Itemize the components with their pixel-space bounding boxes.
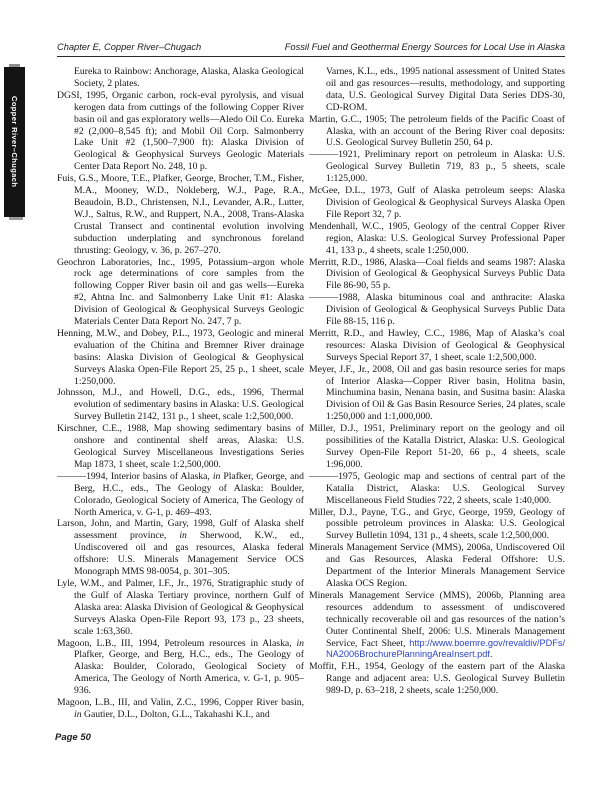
reference-text: in <box>212 470 221 482</box>
reference-text: Martin, G.C., 1905; The petroleum fields of the Pacific Coast of Alaska, with an account of the Bering River coal deposits: U.S. Geological Survey Bulletin 250, 64 p. <box>309 113 565 149</box>
reference-entry <box>309 328 565 364</box>
reference-entry <box>57 471 304 519</box>
reference-text: Magoon, L.B., III, 1994, Petroleum resources in Alaska, <box>57 637 297 649</box>
reference-text: Fuis, G.S., Moore, T.E., Plafker, George, Brocher, T.M., Fisher, M.A., Mooney, W.D., Nokleberg, W.J., Page, R.A., Beaudoin, B.D., Christensen, N.I., Levander, A.R., Lutter, W.J., Saltus, R.W., and Ruppert, N.A., 2008, Trans-Alaska Crustal Transect and continental evolution involving subduction underplating and synchronous foreland thrusting: Geology, v. 36, p. 267–270. <box>57 173 304 256</box>
reference-text: Miller, D.J., Payne, T.G., and Gryc, George, 1959, Geology of possible petroleum provinces in Alaska: U.S. Geological Survey Bulletin 1094, 131 p., 4 sheets, scale 1:2,500,000. <box>309 506 565 542</box>
reference-text: Plafker, George, and Berg, H.C., eds., The Geology of Alaska: Boulder, Colorado, Geological Society of America, The Geology of North America, v. G-1, p. 469–493. <box>74 470 304 518</box>
reference-entry <box>57 578 304 638</box>
chapter-side-tab <box>4 67 25 217</box>
reference-text: Geochron Laboratories, Inc., 1995, Potassium–argon whole rock age determinations of core samples from the following Copper River basin oil and gas wells—Eureka #2, Ahtna Inc. and Salmonberry Lake Unit #1: Alaska Division of Geological & Geophysical Surveys Geologic Materials Center Data Report No. 247, 7 p. <box>57 256 304 328</box>
reference-entry <box>57 423 304 471</box>
reference-text: Meyer, J.F., Jr., 2008, Oil and gas basin resource series for maps of Interior Alaska—Copper River basin, Holitna basin, Minchumina basin, Nenana basin, and Susitna basin: Alaska Division of Oil & Gas Basin Resource Series, 24 plates, scale 1:250,000 and 1:1,000,000. <box>309 363 565 423</box>
reference-text: Henning, M.W., and Dobey, P.L., 1973, Geologic and mineral evaluation of the Chitina and Bremner River drainage basins: Alaska Division of Geological & Geophysical Surveys Alaska Open-File Report 25, 25 p., 1 sheet, scale 1:250,000. <box>57 327 304 387</box>
reference-text: ———1975, Geologic map and sections of central part of the Katalla District, Alaska: U.S. Geological Survey Miscellaneous Field Studies 722, 2 sheets, scale 1:40,000. <box>309 470 565 506</box>
reference-entry <box>57 518 304 578</box>
reference-text: McGee, D.L., 1973, Gulf of Alaska petroleum seeps: Alaska Division of Geological & Geophysical Surveys Alaska Open File Report 32, 7 p. <box>309 185 565 220</box>
reference-text: in <box>179 530 187 542</box>
reference-entry <box>57 173 304 256</box>
reference-text: in <box>74 708 82 720</box>
reference-entry <box>309 221 565 257</box>
header-rule <box>57 56 565 57</box>
reference-entry <box>57 697 304 721</box>
side-tab-label: Copper River–Chugach <box>10 96 19 188</box>
reference-text: Miller, D.J., 1951, Preliminary report on the geology and oil possibilities of the Katalla District, Alaska: U.S. Geological Survey Open-File Report 51-20, 66 p., 4 sheets, scale 1:96,000. <box>309 423 565 470</box>
reference-text: Mendenhall, W.C., 1905, Geology of the central Copper River region, Alaska: U.S. Geological Survey Professional Paper 41, 133 p., 4 sheets, scale 1:250,000. <box>309 220 565 256</box>
reference-entry <box>309 507 565 543</box>
reference-entry <box>309 114 565 150</box>
reference-text: Larson, John, and Martin, Gary, 1998, Gulf of Alaska shelf assessment province, <box>57 518 304 542</box>
reference-entry <box>309 471 565 507</box>
reference-entry <box>309 423 565 471</box>
reference-entry <box>57 66 304 90</box>
reference-entry <box>309 590 565 661</box>
reference-entry <box>57 90 304 173</box>
reference-text: Johnsson, M.J., and Howell, D.G., eds., 1996, Thermal evolution of sedimentary basins in Alaska: U.S. Geological Survey Bulletin 2142, 131 p., 1 sheet, scale 1:2,500,000. <box>57 387 304 423</box>
reference-entry <box>309 66 565 114</box>
references-column-right <box>309 66 565 697</box>
reference-text: Varnes, K.L., eds., 1995 national assessment of United States oil and gas resources—results, methodology, and supporting data, U.S. Geological Survey Digital Data Series DDS-30, CD-ROM. <box>326 66 565 113</box>
reference-entry <box>309 257 565 293</box>
reference-entry <box>57 638 304 698</box>
reference-entry <box>57 328 304 388</box>
header-chapter-label: Chapter E, Copper River–Chugach <box>57 42 202 52</box>
reference-text: Lyle, W.M., and Palmer, I.F., Jr., 1976, Stratigraphic study of the Gulf of Alaska Tertiary province, northern Gulf of Alaska area: Alaska Division of Geological & Geophysical Surveys Alaska Open-File Report 93, 173 p., 23 sheets, scale 1:63,360. <box>57 577 304 637</box>
reference-text: Sherwood, K.W., ed., Undiscovered oil and gas resources, Alaska federal offshore: U.S. Minerals Management Service OCS Monograph MMS 98-0054, p. 301–305. <box>74 530 304 578</box>
reference-text: . <box>489 649 493 661</box>
reference-text: Eureka to Rainbow: Anchorage, Alaska, Alaska Geological Society, 2 plates. <box>74 66 304 89</box>
reference-text: in <box>296 637 304 649</box>
reference-entry <box>309 149 565 185</box>
reference-entry <box>309 661 565 697</box>
reference-text: ———1988, Alaska bituminous coal and anthracite: Alaska Division of Geological & Geophysical Surveys Public Data File 88-15, 116 p. <box>309 292 565 328</box>
reference-text: Moffit, F.H., 1954, Geology of the eastern part of the Alaska Range and adjacent area: U.S. Geological Survey Bulletin 989-D, p. 63–218, 2 sheets, scale 1:250,000. <box>309 661 565 697</box>
reference-text: Plafker, George, and Berg, H.C., eds., The Geology of Alaska: Boulder, Colorado, Geological Society of America, The Geology of North America, v. G-1, p. 905–936. <box>74 649 304 697</box>
reference-text: Gautier, D.L., Dolton, G.L., Takahashi K.I., and <box>81 708 270 720</box>
page-number: Page 50 <box>55 732 91 743</box>
reference-text: Minerals Management Service (MMS), 2006b, Planning area resources addendum to assessment of undiscovered technically recoverable oil and gas resources of the nation’s Outer Continental Shelf, 2006: U.S. Minerals Management Service, Fact Sheet, <box>309 589 565 649</box>
header-report-title: Fossil Fuel and Geothermal Energy Sources for Local Use in Alaska <box>284 42 565 52</box>
reference-entry <box>309 292 565 328</box>
reference-text: Minerals Management Service (MMS), 2006a, Undiscovered Oil and Gas Resources, Alaska Federal Offshore: U.S. Department of the Interior Minerals Management Service Alaska OCS Region. <box>309 542 565 589</box>
running-header <box>57 42 565 52</box>
reference-text: Merritt, R.D., and Hawley, C.C., 1986, Map of Alaska’s coal resources: Alaska Division of Geological & Geophysical Surveys Special Report 37, 1 sheet, scale 1:2,500,000. <box>309 327 565 363</box>
reference-entry <box>309 542 565 590</box>
reference-hyperlink[interactable]: http://www.boemre.gov/revaldiv/PDFs/NA2006BrochurePlanningAreaInsert.pdf <box>326 637 565 660</box>
reference-text: Magoon, L.B., III, and Valin, Z.C., 1996, Copper River basin, <box>57 697 304 709</box>
reference-text: ———1994, Interior basins of Alaska, <box>57 470 213 482</box>
reference-entry <box>309 185 565 221</box>
references-column-left <box>57 66 304 721</box>
reference-text: DGSI, 1995, Organic carbon, rock-eval pyrolysis, and visual kerogen data from cuttings of the following Copper River basin oil and gas exploratory wells—Aledo Oil Co. Eureka #2 (2,000–8,545 ft); and Mobil Oil Corp. Salmonberry Lake Unit #2 (1,500–7,900 ft): Alaska Division of Geological & Geophysical Surveys Geologic Materials Center Data Report No. 248, 10 p. <box>57 89 304 173</box>
reference-text: Kirschner, C.E., 1988, Map showing sedimentary basins of onshore and continental shelf areas, Alaska: U.S. Geological Survey Miscellaneous Investigations Series Map 1873, 1 sheet, scale 1:2,500,000. <box>57 423 304 470</box>
reference-entry <box>57 387 304 423</box>
reference-text: Merritt, R.D., 1986, Alaska—Coal fields and seams 1987: Alaska Division of Geological & Geophysical Surveys Public Data File 86-90, 55 p. <box>309 256 565 292</box>
reference-text: ———1921, Preliminary report on petroleum in Alaska: U.S. Geological Survey Bulletin 719, 83 p., 5 sheets, scale 1:125,000. <box>309 149 565 185</box>
reference-entry <box>309 364 565 424</box>
side-tab-notch-bottom <box>9 217 23 220</box>
reference-entry <box>57 257 304 328</box>
